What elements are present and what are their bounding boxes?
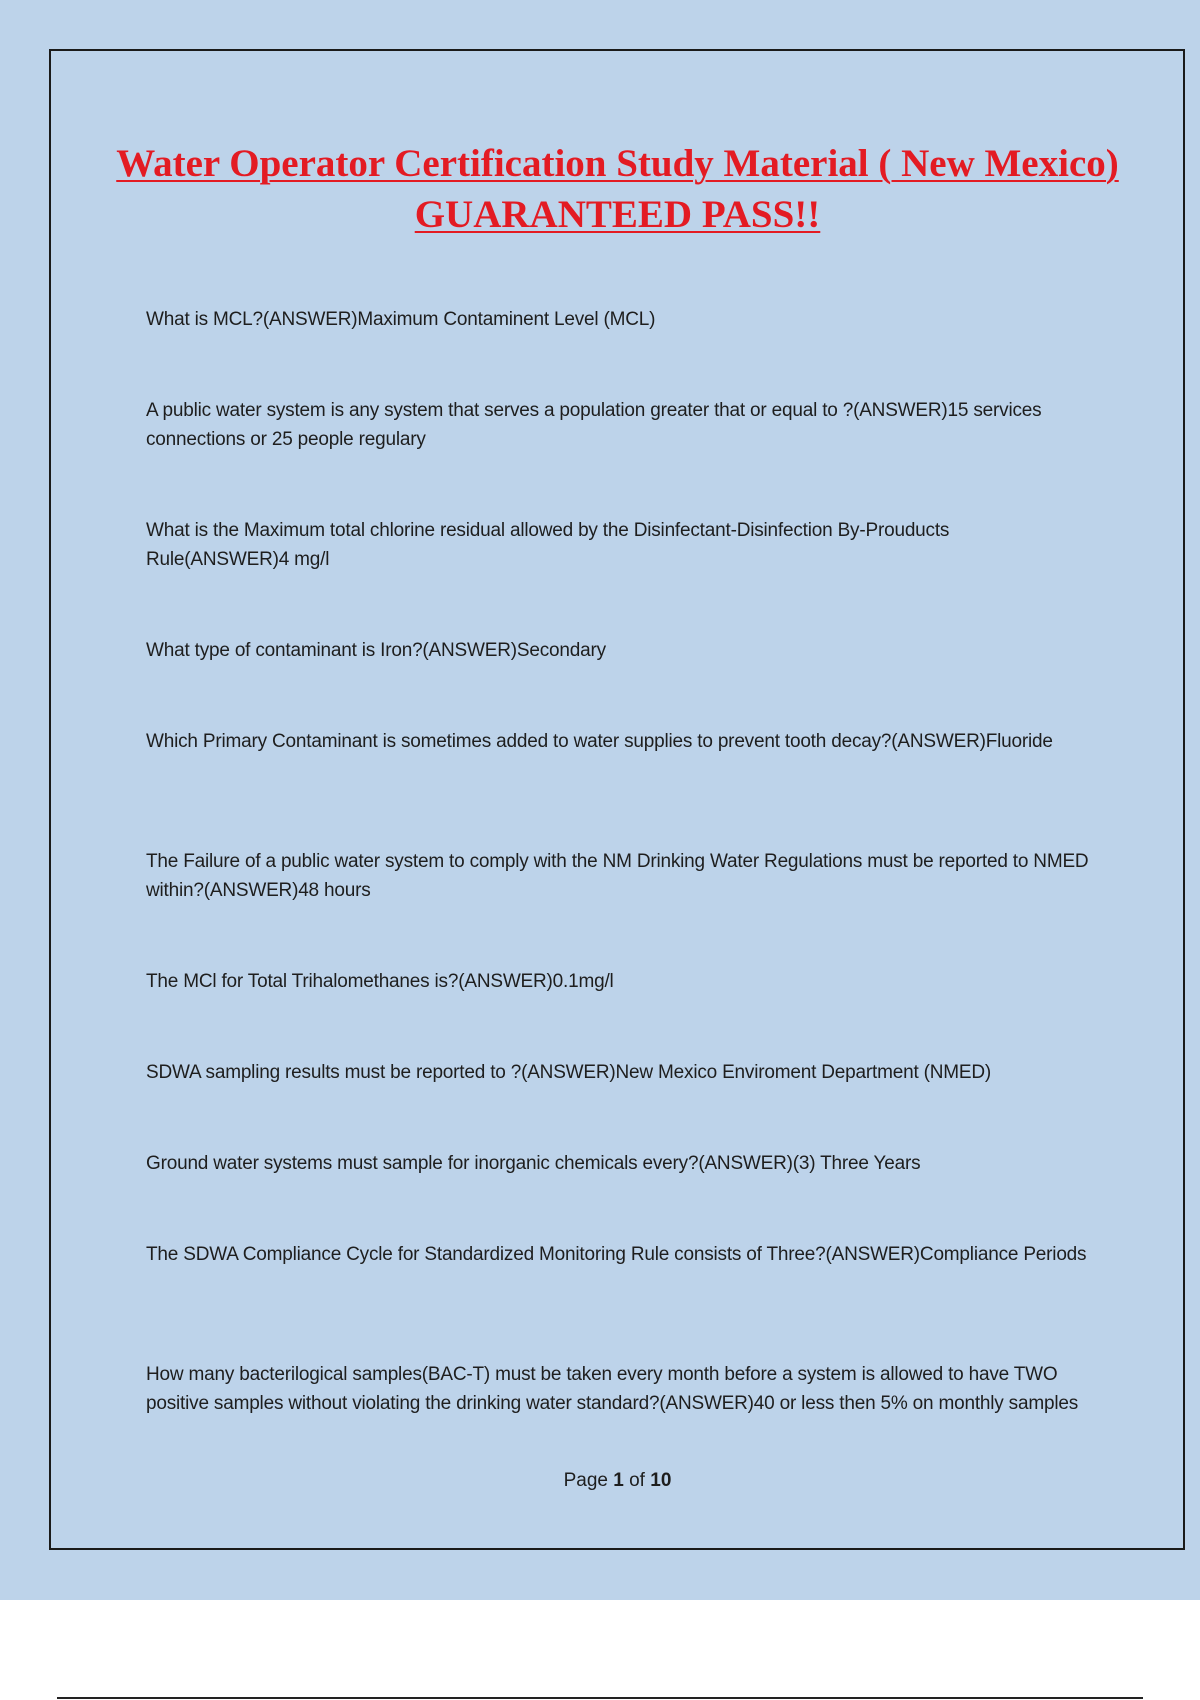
question-item-11: How many bacterilogical samples(BAC-T) must be taken every month before a system is allowed to have TWO positive samples without violating the drinking water standard?(ANSWER)40 or less then 5% on monthly samples: [146, 1364, 1079, 1414]
question-item-10: The SDWA Compliance Cycle for Standardized Monitoring Rule consists of Three?(ANSWER)Compliance Periods: [146, 1244, 1087, 1265]
page-number: [60, 1470, 1175, 1492]
question-item-1: What is MCL?(ANSWER)Maximum Contaminent Level (MCL): [146, 309, 656, 330]
question-item-3: What is the Maximum total chlorine residual allowed by the Disinfectant-Disinfection By-Prouducts Rule(ANSWER)4 mg/l: [146, 520, 950, 570]
question-item-2: A public water system is any system that serves a population greater that or equal to ?(ANSWER)15 services connections or 25 people regulary: [146, 400, 1042, 450]
page-number-total: 10: [650, 1470, 672, 1491]
bottom-rule: [57, 1697, 1143, 1699]
question-item-7: The MCl for Total Trihalomethanes is?(ANSWER)0.1mg/l: [146, 971, 614, 992]
document-title-text: Water Operator Certification Study Material ( New Mexico) GUARANTEED PASS!!: [116, 142, 1119, 236]
page-number-prefix: Page: [563, 1470, 608, 1491]
document-title: [60, 138, 1175, 240]
question-item-5: Which Primary Contaminant is sometimes added to water supplies to prevent tooth decay?(ANSWER)Fluoride: [146, 731, 1053, 752]
question-item-8: SDWA sampling results must be reported to ?(ANSWER)New Mexico Enviroment Department (NMED): [146, 1062, 991, 1083]
page-number-current: 1: [613, 1470, 624, 1491]
question-item-9: Ground water systems must sample for inorganic chemicals every?(ANSWER)(3) Three Years: [146, 1153, 921, 1174]
page-frame: [49, 49, 1185, 1550]
question-item-6: The Failure of a public water system to comply with the NM Drinking Water Regulations must be reported to NMED within?(ANSWER)48 hours: [146, 851, 1089, 901]
page-number-of: of: [629, 1470, 645, 1491]
question-item-4: What type of contaminant is Iron?(ANSWER)Secondary: [146, 640, 606, 661]
